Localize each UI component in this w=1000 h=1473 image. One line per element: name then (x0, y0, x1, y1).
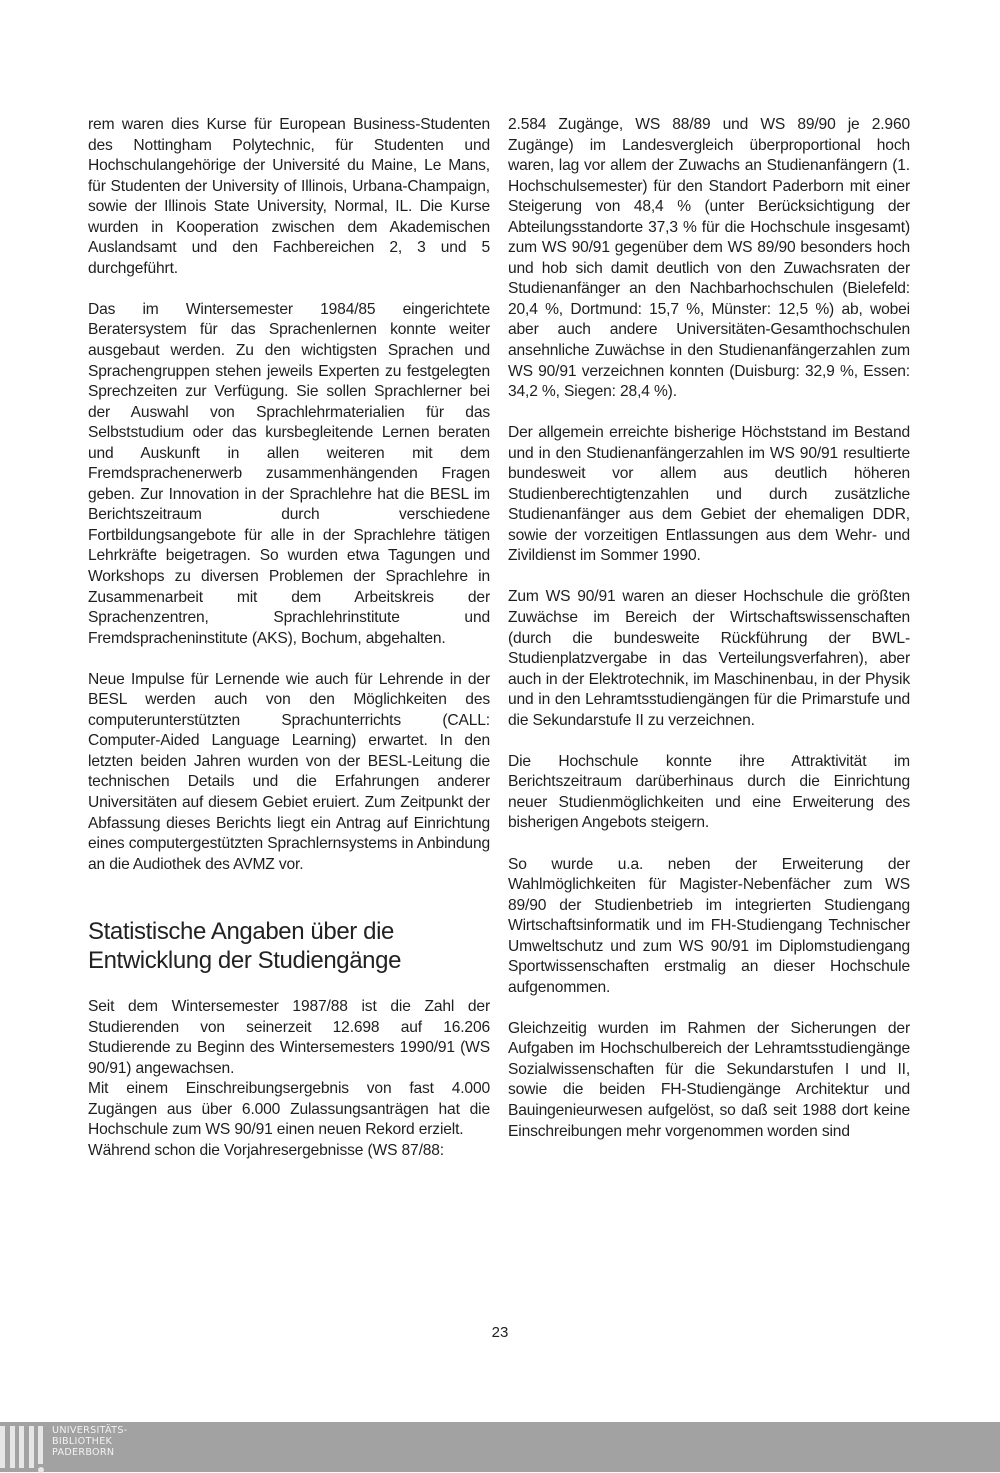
library-name (52, 1425, 127, 1458)
library-footer-banner (0, 1422, 1000, 1472)
paragraph: Zum WS 90/91 waren an dieser Hochschule die größten Zuwächse im Bereich der Wirtschaftswissenschaften (durch die bundesweite Rückführung der BWL-Studienplatzvergabe in das Verteilungsverfahren), aber auch in der Elektrotechnik, im Maschinenbau, in der Physik und in den Lehramtsstudiengängen für die Primarstufe und die Sekundarstufe II zu verzeichnen. (508, 588, 910, 729)
library-name-line: UNIVERSITÄTS- (52, 1425, 128, 1436)
paragraph: rem waren dies Kurse für European Business-Studenten des Nottingham Polytechnic, für Studenten und Hochschulangehörige der Université du Maine, Le Mans, für Studenten der University of Illinois, Urbana-Champaign, sowie der Illinois State University, Normal, IL. Die Kurse wurden in Kooperation zwischen dem Akademischen Auslandsamt und den Fachbereichen 2, 3 und 5 durchgeführt. (88, 116, 490, 277)
section-heading: Statistische Angaben über die Entwicklung der Studiengänge (88, 918, 402, 975)
page-number: 23 (491, 1324, 509, 1341)
paragraph: Gleichzeitig wurden im Rahmen der Sicherungen der Aufgaben im Hochschulbereich der Lehramtsstudiengänge Sozialwissenschaften für die Sekundarstufen I und II, sowie die beiden FH-Studiengänge Architektur und Bauingenieurwesen aufgelöst, so daß seit 1988 dort keine Einschreibungen mehr vorgenommen worden sind (508, 1019, 910, 1140)
paragraph: 2.584 Zugänge, WS 88/89 und WS 89/90 je 2.960 Zugänge) im Landesvergleich überproportional hoch waren, lag vor allem der Zuwachs an Studienanfängern (1. Hochschulsemester) für den Standort Paderborn mit einer Steigerung von 48,4 % (unter Berücksichtigung der Abteilungsstandorte 37,3 % für die Hochschule insgesamt) zum WS 90/91 gegenüber dem WS 89/90 besonders hoch und hob sich damit deutlich von den Zuwachsraten der Studienanfänger an den Nachbarhochschulen (Bielefeld: 20,4 %, Dortmund: 15,7 %, Münster: 12,5 %) ab, wobei aber auch andere Universitäten-Gesamthochschulen ansehnliche Zuwächse in den Studienanfängerzahlen zum WS 90/91 verzeichnen konnten (Duisburg: 32,9 %, Essen: 34,2 %, Siegen: 28,4 %). (508, 116, 910, 401)
left-column (88, 115, 490, 1162)
paragraph: Mit einem Einschreibungsergebnis von fast 4.000 Zugängen aus über 6.000 Zulassungsanträgen hat die Hochschule zum WS 90/91 einen neuen Rekord erzielt. (88, 1080, 490, 1139)
paragraph: Seit dem Wintersemester 1987/88 ist die Zahl der Studierenden von seinerzeit 12.698 auf 16.206 Studierende zu Beginn des Wintersemesters 1990/91 (WS 90/91) angewachsen. (88, 998, 490, 1077)
paragraph: So wurde u.a. neben der Erweiterung der Wahlmöglichkeiten für Magister-Nebenfächer zum WS 89/90 der Studienbetrieb im integrierten Studiengang Wirtschaftsinformatik und im FH-Studiengang Technischer Umweltschutz und zum WS 90/91 im Diplomstudiengang Sportwissenschaften erstmalig an dieser Hochschule aufgenommen. (508, 855, 910, 996)
right-column (508, 115, 910, 1163)
library-name-line: PADERBORN (52, 1447, 115, 1458)
paragraph: Während schon die Vorjahresergebnisse (WS 87/88: (88, 1141, 444, 1159)
paragraph: Das im Wintersemester 1984/85 eingerichtete Beratersystem für das Sprachenlernen konnte weiter ausgebaut werden. Zu den wichtigsten Sprachen und Sprachengruppen stehen jeweils Experten zu festgelegten Sprechzeiten zur Verfügung. Sie sollen Sprachlerner bei der Auswahl von Sprachlehrmaterialien für das Selbststudium oder das kursbegleitende Lernen beraten und Auskunft in allen weiteren mit dem Fremdsprachenerwerb zusammenhängenden Fragen geben. Zur Innovation in der Sprachlehre hat die BESL im Berichtszeitraum durch verschiedene Fortbildungsangebote für alle in der Sprachlehre tätigen Lehrkräfte beigetragen. So wurden etwa Tagungen und Workshops zu diversen Problemen der Sprachlehre in Zusammenarbeit mit dem Arbeitskreis der Sprachenzentren, Sprachlehrinstitute und Fremdspracheninstitute (AKS), Bochum, abgehalten. (88, 300, 490, 647)
paragraph: Die Hochschule konnte ihre Attraktivität im Berichtszeitraum darüberhinaus durch die Einrichtung neuer Studienmöglichkeiten und eine Erweiterung des bisherigen Angebots steigern. (508, 752, 910, 832)
library-name-line: BIBLIOTHEK (52, 1436, 113, 1447)
paragraph: Der allgemein erreichte bisherige Höchststand im Bestand und in den Studienanfängerzahlen im WS 90/91 resultierte bundesweit vor allem aus deutlich höheren Studienberechtigtenzahlen und durch zusätzliche Studienanfänger aus dem Gebiet der ehemaligen DDR, sowie der vorzeitigen Entlassungen aus dem Wehr- und Zivildienst im Sommer 1990. (508, 424, 910, 565)
paragraph: Neue Impulse für Lernende wie auch für Lehrende in der BESL werden auch von den Möglichkeiten des computerunterstützten Sprachunterrichts (CALL: Computer-Aided Language Learning) erwartet. In den letzten beiden Jahren wurden von der BESL-Leitung die technischen Details und die Erfahrungen anderer Universitäten auf diesem Gebiet eruiert. Zum Zeitpunkt der Abfassung dieses Berichts liegt ein Antrag auf Einrichtung eines computergestützten Sprachlernsystems in Anbindung an die Audiothek des AVMZ vor. (88, 670, 490, 873)
